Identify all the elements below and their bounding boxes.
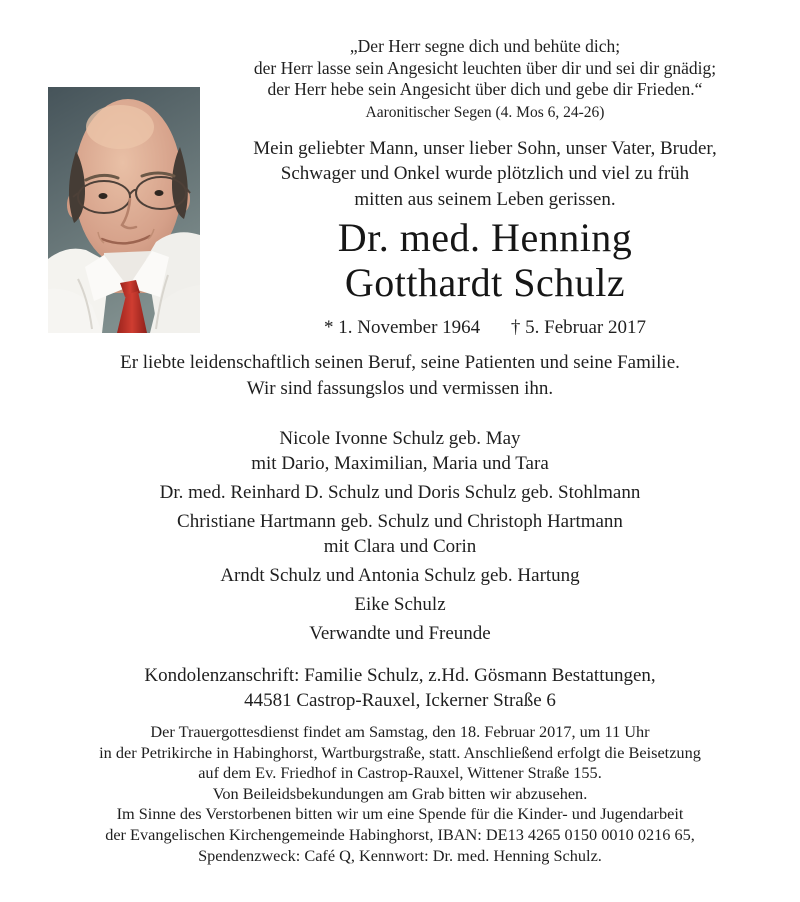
deceased-name-line: Gotthardt Schulz — [344, 260, 626, 305]
mourner-group — [0, 621, 800, 646]
service-line: Der Trauergottesdienst findet am Samstag, den 18. Februar 2017, um 11 Uhr — [150, 722, 650, 741]
deceased-name-line: Dr. med. Henning — [337, 215, 633, 260]
condolence-line: 44581 Castrop-Rauxel, Ickerner Straße 6 — [244, 690, 556, 711]
tribute-text — [0, 344, 800, 401]
portrait-illustration — [48, 87, 200, 333]
blessing-line: der Herr lasse sein Angesicht leuchten über dir und sei dir gnädig; — [253, 57, 717, 78]
portrait-photo — [48, 87, 200, 333]
intro-line: Schwager und Onkel wurde plötzlich und viel zu früh — [280, 163, 690, 184]
intro-text — [196, 136, 774, 213]
donation-line: Im Sinne des Verstorbenen bitten wir um eine Spende für die Kinder- und Jugendarbeit — [116, 804, 684, 824]
mourner-line: Eike Schulz — [354, 594, 446, 615]
service-line: auf dem Ev. Friedhof in Castrop-Rauxel, Wittener Straße 155. — [198, 763, 602, 783]
mourner-line: Christiane Hartmann geb. Schulz und Christoph Hartmann — [177, 511, 623, 532]
tribute-line: Er liebte leidenschaftlich seinen Beruf, seine Patienten und seine Familie. — [120, 352, 680, 373]
blessing-line: „Der Herr segne dich und behüte dich; — [349, 36, 621, 56]
blessing-quote — [196, 0, 774, 122]
donation-line: der Evangelischen Kirchengemeinde Habinghorst, IBAN: DE13 4265 0150 0010 0216 65, — [105, 824, 695, 844]
mourner-line: mit Dario, Maximilian, Maria und Tara — [251, 453, 549, 474]
deceased-name — [196, 215, 774, 305]
mourner-group — [0, 592, 800, 617]
condolence-address — [0, 663, 800, 713]
service-line: Von Beileidsbekundungen am Grab bitten wir abzusehen. — [212, 783, 588, 803]
birth-date: * 1. November 1964 — [323, 317, 481, 338]
tribute-line: Wir sind fassungslos und vermissen ihn. — [246, 377, 554, 399]
mourner-group — [0, 509, 800, 559]
mourner-line: Verwandte und Freunde — [309, 623, 491, 644]
intro-line: Mein geliebter Mann, unser lieber Sohn, unser Vater, Bruder, — [253, 137, 717, 159]
mourners-list — [0, 426, 800, 646]
mourner-line: Dr. med. Reinhard D. Schulz und Doris Schulz geb. Stohlmann — [159, 482, 641, 503]
intro-line: mitten aus seinem Leben gerissen. — [354, 188, 616, 210]
death-date: † 5. Februar 2017 — [510, 317, 647, 338]
mourner-line: Arndt Schulz und Antonia Schulz geb. Hartung — [220, 565, 580, 586]
blessing-line: der Herr hebe sein Angesicht über dich und gebe dir Frieden.“ — [267, 79, 703, 99]
mourner-group — [0, 563, 800, 588]
header-column — [196, 0, 774, 339]
mourner-line: Nicole Ivonne Schulz geb. May — [279, 428, 521, 449]
mourner-group — [0, 426, 800, 476]
life-dates — [196, 317, 774, 339]
mourner-line: mit Clara und Corin — [323, 536, 477, 557]
body-column — [0, 344, 800, 866]
donation-line: Spendenzweck: Café Q, Kennwort: Dr. med. Henning Schulz. — [198, 845, 602, 865]
condolence-line: Kondolenzanschrift: Familie Schulz, z.Hd. Gösmann Bestattungen, — [144, 665, 656, 686]
mourner-group — [0, 480, 800, 505]
blessing-attribution: Aaronitischer Segen (4. Mos 6, 24-26) — [365, 103, 605, 121]
service-line: in der Petrikirche in Habinghorst, Wartburgstraße, statt. Anschließend erfolgt die Beisetzung — [99, 742, 701, 762]
funeral-notice — [0, 722, 800, 866]
